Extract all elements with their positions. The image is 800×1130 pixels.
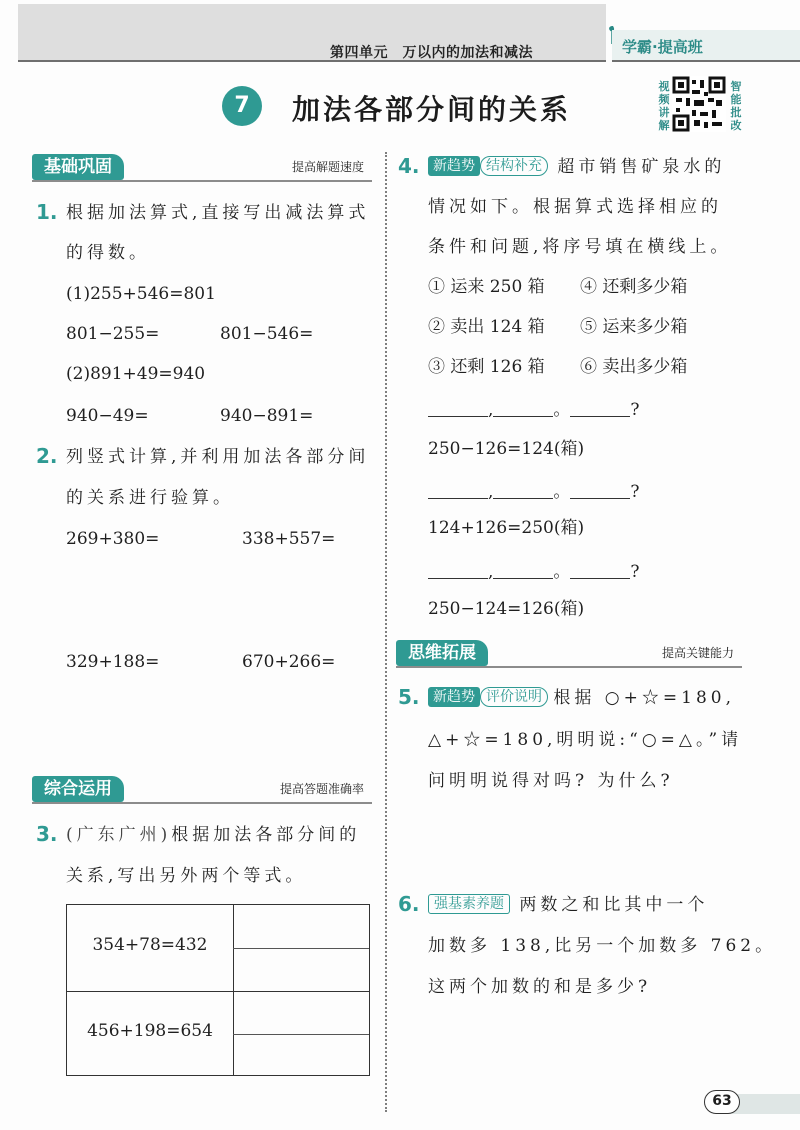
q4-tag-type: 结构补充	[480, 156, 548, 176]
column-divider	[385, 152, 387, 1112]
q3-table	[66, 904, 370, 1076]
q3-line1-text: 根据加法各部分间的	[171, 825, 361, 845]
section-basic-label: 基础巩固	[32, 154, 124, 180]
q3-line1	[66, 823, 360, 847]
unit-title: 第四单元 万以内的加法和减法	[330, 45, 533, 61]
q4-line3: 条件和问题,将序号填在横线上。	[428, 237, 732, 257]
q2-expr1: 269+380=	[66, 529, 160, 549]
q2-expr2: 338+557=	[242, 529, 336, 549]
q3-equation-2: 456+198=654	[87, 1021, 213, 1041]
q5-number: 5.	[398, 685, 420, 709]
brand-name: 学霸·提高班	[622, 38, 703, 56]
q4-blank-row-2[interactable]: , 。 ?	[428, 480, 640, 504]
section-extend-sub: 提高关键能力	[661, 646, 734, 660]
q6-number: 6.	[398, 892, 420, 916]
qr-label-grading: 智能批改	[730, 80, 742, 132]
q4-equation-2: 124+126=250(箱)	[428, 518, 585, 538]
q5-line3: 问明明说得对吗? 为什么?	[428, 771, 674, 791]
section-basic	[32, 154, 372, 180]
section-applied	[32, 776, 372, 802]
q1-part2: (2)891+49=940	[66, 364, 206, 384]
page-number: 63	[704, 1090, 740, 1114]
section-basic-sub: 提高解题速度	[291, 160, 364, 174]
q4-blank-row-3[interactable]: , 。 ?	[428, 560, 640, 584]
q1-line2: 的得数。	[66, 243, 150, 263]
answer-line[interactable]	[233, 948, 369, 949]
q5-tag-trend: 新趋势	[428, 687, 480, 707]
q5-tag-type: 评价说明	[480, 687, 548, 707]
q6-line1: 强基素养题 两数之和比其中一个	[428, 893, 708, 917]
q1-part2-b: 940−891=	[220, 406, 314, 426]
lesson-title: 加法各部分间的关系	[292, 93, 572, 126]
section-extend	[396, 640, 742, 666]
q4-number: 4.	[398, 154, 420, 178]
answer-line[interactable]	[233, 1034, 369, 1035]
q1-part1-a: 801−255=	[66, 324, 160, 344]
q4-line1: 新趋势 结构补充 超市销售矿泉水的	[428, 155, 725, 179]
q2-number: 2.	[36, 444, 58, 468]
q4-option-3: ③ 还剩 126 箱	[428, 357, 545, 377]
q1-part2-a: 940−49=	[66, 406, 149, 426]
q1-part1-b: 801−546=	[220, 324, 314, 344]
section-applied-label: 综合运用	[32, 776, 124, 802]
q3-equation-1: 354+78=432	[92, 935, 208, 955]
q4-option-6: ⑥ 卖出多少箱	[580, 357, 688, 377]
section-extend-label: 思维拓展	[396, 640, 488, 666]
q4-option-4: ④ 还剩多少箱	[580, 277, 688, 297]
page-header	[0, 0, 800, 62]
q4-option-2: ② 卖出 124 箱	[428, 317, 545, 337]
q3-number: 3.	[36, 822, 58, 846]
q4-option-1: ① 运来 250 箱	[428, 277, 545, 297]
qr-block[interactable]	[656, 76, 742, 136]
q2-line2: 的关系进行验算。	[66, 488, 234, 508]
q2-line1: 列竖式计算,并利用加法各部分间	[66, 447, 370, 467]
lesson-number-badge: 7	[222, 86, 262, 126]
q1-line1: 根据加法算式,直接写出减法算式	[66, 203, 370, 223]
q6-line3: 这两个加数的和是多少?	[428, 977, 652, 997]
q4-tag-trend: 新趋势	[428, 156, 480, 176]
q3-line2: 关系,写出另外两个等式。	[66, 866, 307, 886]
qr-code-icon[interactable]	[672, 76, 726, 132]
q5-line2: △+☆=180,明明说:“○=△。”请	[428, 730, 743, 750]
q3-region: (广东广州)	[66, 825, 172, 845]
q4-option-5: ⑤ 运来多少箱	[580, 317, 688, 337]
q5-line1: 新趋势 评价说明 根据 ○+☆=180,	[428, 686, 735, 710]
section-applied-sub: 提高答题准确率	[279, 782, 364, 796]
q4-line2: 情况如下。根据算式选择相应的	[428, 197, 722, 217]
q1-number: 1.	[36, 200, 58, 224]
q4-equation-3: 250−124=126(箱)	[428, 599, 585, 619]
q6-tag: 强基素养题	[428, 894, 510, 914]
q4-blank-row-1[interactable]: , 。 ?	[428, 398, 640, 422]
q2-expr4: 670+266=	[242, 652, 336, 672]
q1-part1: (1)255+546=801	[66, 284, 216, 304]
qr-label-video: 视频讲解	[658, 80, 670, 132]
q6-line2: 加数多 138,比另一个加数多 762。	[428, 936, 777, 956]
q4-equation-1: 250−126=124(箱)	[428, 439, 585, 459]
q2-expr3: 329+188=	[66, 652, 160, 672]
